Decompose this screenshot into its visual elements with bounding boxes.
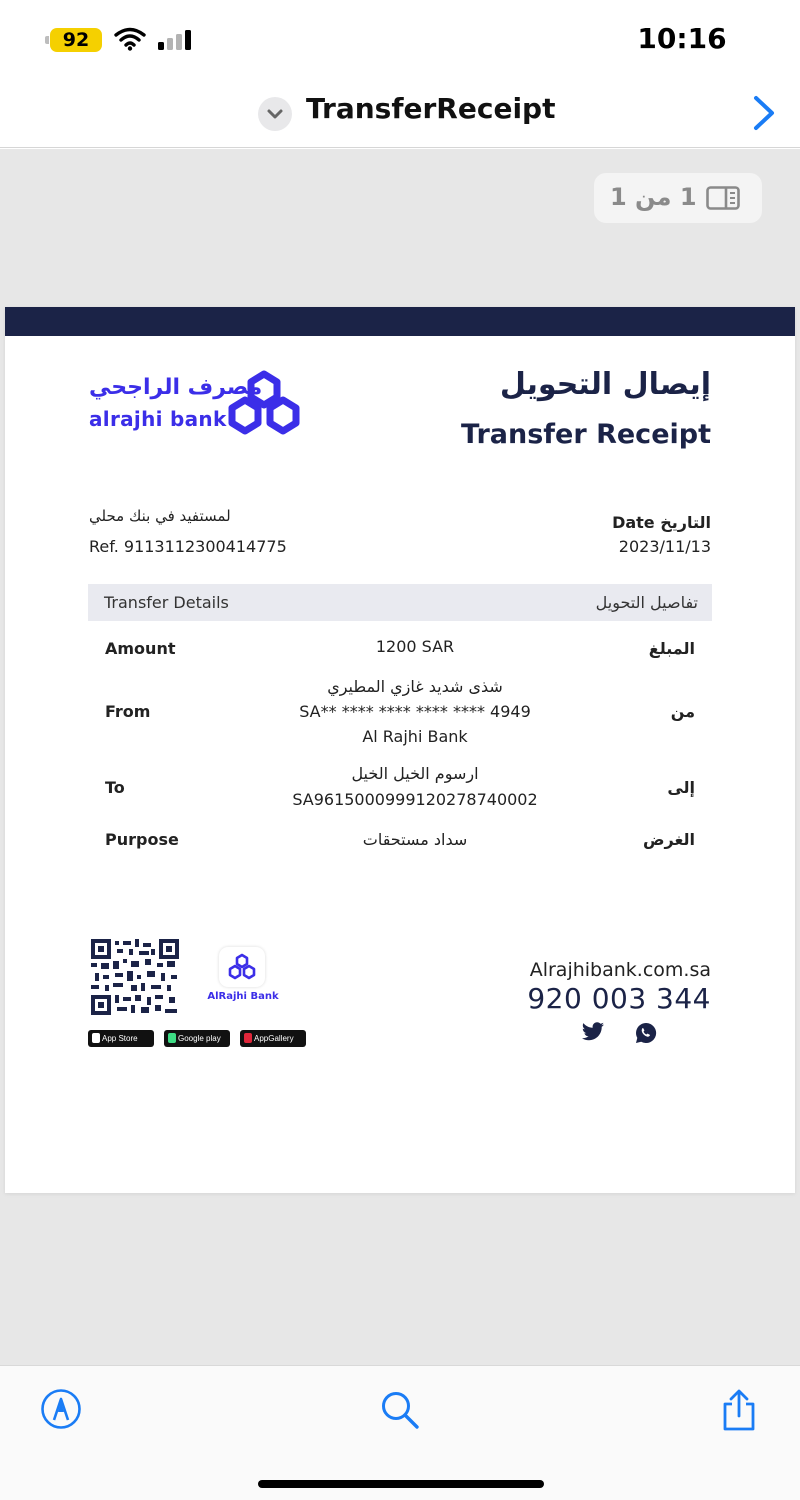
bank-logo-arabic: مصرف الراجحي [89,375,263,400]
title-menu-button[interactable] [258,97,292,131]
receipt-page [5,307,795,1193]
date-label: Date التاريخ [612,513,711,532]
receipt-title-arabic: إيصال التحويل [499,367,711,402]
transfer-details-header [88,584,712,621]
battery-nub [45,36,49,44]
chevron-down-icon [258,97,292,131]
page-indicator[interactable] [594,173,762,223]
whatsapp-icon [635,1022,657,1044]
status-bar [0,0,800,78]
markup-icon[interactable] [40,1388,82,1430]
wifi-icon [114,27,146,51]
navigation-bar [0,78,800,148]
amount-label-arabic: المبلغ [648,639,695,658]
date-value: 2023/11/13 [618,537,711,556]
sidebar-icon [706,186,740,210]
amount-value: 1200 SAR [375,637,455,656]
amount-label: Amount [105,639,176,658]
app-store-badge [88,1030,154,1047]
sender-name: شذى شديد غازي المطيري [327,677,503,696]
share-icon[interactable] [718,1388,760,1432]
huawei-icon [244,1033,252,1043]
header-band [5,307,795,336]
battery-level: 92 [62,29,90,51]
clock: 10:16 [637,22,727,55]
page-count: 1 من 1 [610,183,697,211]
receipt-title-english: Transfer Receipt [461,419,711,450]
document-title[interactable]: TransferReceipt [306,92,556,125]
app-icon [219,947,265,987]
bank-phone: 920 003 344 [527,982,711,1015]
details-header-arabic: تفاصيل التحويل [595,593,698,612]
bank-website: Alrajhibank.com.sa [529,959,711,981]
purpose-label-arabic: الغرض [643,830,695,849]
apple-icon [92,1033,100,1043]
app-gallery-label: AppGallery [254,1034,294,1043]
qr-code [91,939,179,1015]
to-label: To [105,778,125,797]
sender-bank: Al Rajhi Bank [362,727,468,746]
sender-account: SA** **** **** **** **** 4949 [299,702,531,721]
from-label: From [105,702,151,721]
reference-number: Ref. 9113112300414775 [89,537,287,556]
beneficiary-type: لمستفيد في بنك محلي [89,507,231,525]
bank-logo-english: alrajhi bank [89,407,227,431]
app-gallery-badge [240,1030,306,1047]
app-name: AlRajhi Bank [207,991,279,1002]
purpose-value: سداد مستحقات [362,830,468,849]
chevron-right-icon[interactable] [748,94,780,132]
alrajhi-logo-icon [219,947,265,987]
search-icon[interactable] [378,1388,422,1432]
google-play-label: Google play [178,1034,221,1043]
battery-indicator [50,28,102,52]
bottom-toolbar [0,1365,800,1500]
home-indicator[interactable] [258,1480,544,1488]
recipient-name: ارسوم الخيل الخيل [351,764,479,783]
purpose-label: Purpose [105,830,179,849]
app-store-label: App Store [102,1034,138,1043]
document-viewer[interactable] [0,149,800,1365]
signal-icon [156,30,196,50]
recipient-iban: SA9615000999120278740002 [292,790,538,809]
twitter-icon [581,1022,605,1042]
alrajhi-logo-icon [223,369,305,441]
details-header-english: Transfer Details [104,593,229,612]
from-label-arabic: من [670,702,695,721]
google-play-badge [164,1030,230,1047]
play-icon [168,1033,176,1043]
to-label-arabic: إلى [667,778,695,797]
